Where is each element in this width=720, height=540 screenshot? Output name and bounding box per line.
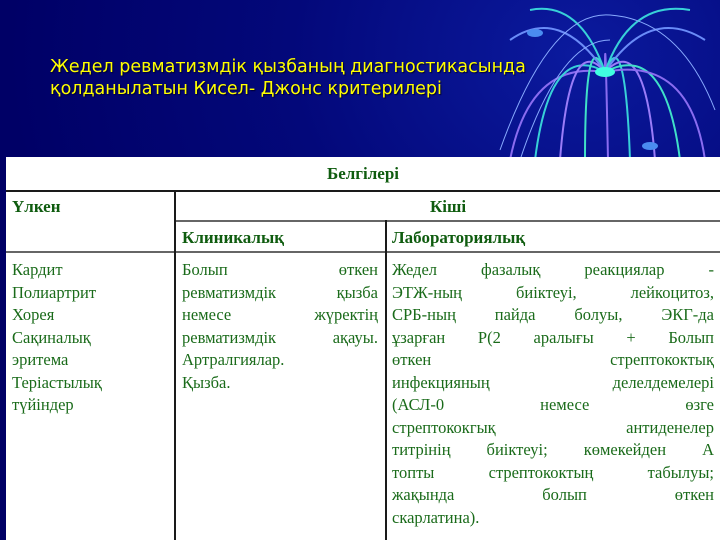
title-line-2: қолданылатын Кисел- Джонс критерилері xyxy=(50,79,442,99)
slide-title xyxy=(50,56,650,100)
criteria-table xyxy=(6,157,720,540)
lab-line: (АСЛ-0 немесе өзге xyxy=(392,395,714,414)
lab-line: өткен стрептококтық xyxy=(392,350,714,369)
column-divider xyxy=(385,220,387,540)
column-divider xyxy=(174,190,176,540)
clinical-line: ревматизмдік қызба xyxy=(182,282,378,302)
header-minor: Кіші xyxy=(429,197,467,216)
major-item: Теріастылық xyxy=(12,372,102,392)
header-signs: Белгілері xyxy=(326,164,400,183)
lab-line: ЭТЖ-ның биіктеуі, лейкоцитоз, xyxy=(392,282,714,302)
major-item: Полиартрит xyxy=(12,282,97,302)
lab-line: Жедел фазалық реакциялар - xyxy=(392,260,714,279)
lab-line: титрінің биіктеуі; көмекейден А xyxy=(392,440,714,459)
lab-line: стрептококгық антиденелер xyxy=(392,417,714,437)
major-item: Сақиналық xyxy=(12,327,91,347)
lab-line: ұзарған P(2 аралығы + Болып xyxy=(392,327,714,347)
clinical-line: Артралгиялар. xyxy=(182,350,285,369)
header-laboratory: Лабораториялық xyxy=(392,228,526,247)
header-major: Үлкен xyxy=(12,197,61,216)
major-item: Хорея xyxy=(12,305,55,324)
title-line-1: Жедел ревматизмдік қызбаның диагностикасында xyxy=(50,57,526,77)
lab-line: СРБ-ның пайда болуы, ЭКГ-да xyxy=(392,305,714,324)
major-item: эритема xyxy=(12,350,69,369)
major-item: түйіндер xyxy=(12,395,74,414)
clinical-criteria-text xyxy=(182,259,378,394)
major-criteria-list xyxy=(12,259,170,417)
row-divider xyxy=(174,220,720,222)
clinical-line: немесе жүректің xyxy=(182,305,378,324)
lab-line: топты стрептококтың табылуы; xyxy=(392,462,714,482)
clinical-line: Қызба. xyxy=(182,372,231,392)
lab-line: жақында болып өткен xyxy=(392,485,714,504)
clinical-line: Болып өткен xyxy=(182,260,378,279)
row-divider xyxy=(6,251,720,253)
major-item: Кардит xyxy=(12,260,63,279)
lab-line: скарлатина). xyxy=(392,507,480,527)
header-clinical: Клиникалық xyxy=(182,228,285,247)
row-divider xyxy=(6,190,720,192)
clinical-line: ревматизмдік ақауы. xyxy=(182,327,378,347)
laboratory-criteria-text xyxy=(392,259,714,529)
lab-line: инфекцияның делелдемелері xyxy=(392,372,714,392)
